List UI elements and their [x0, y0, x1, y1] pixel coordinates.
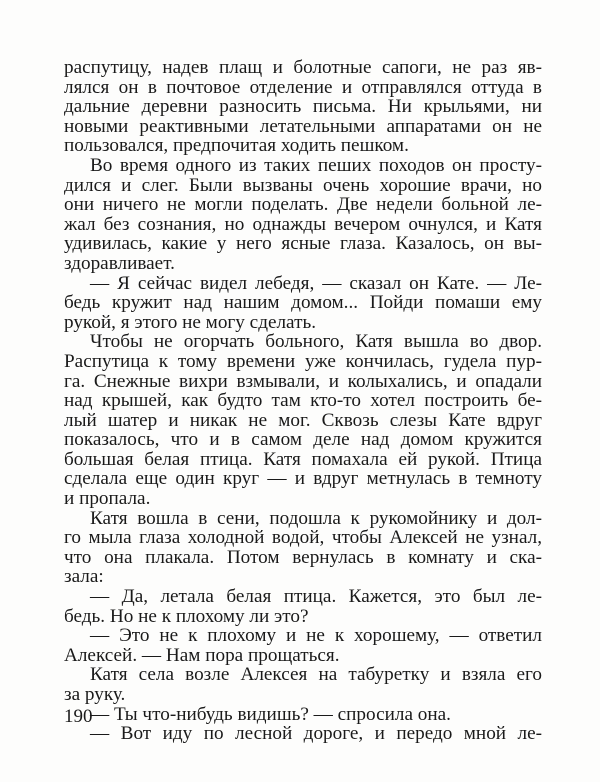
- text-line: га. Снежные вихри взмывали, и колыхались, и опадали: [64, 370, 542, 392]
- text-line: бедь. Но не к плохому ли это?: [64, 605, 309, 627]
- text-line: бедь кружит над нашим домом... Пойди помаши ему: [64, 292, 542, 314]
- text-line: распутицу, надев плащ и болотные сапоги, не раз яв-: [64, 57, 542, 78]
- text-line: — Да, летала белая птица. Кажется, это был ле-: [90, 586, 542, 608]
- text-line: удивилась, какие у него ясные глаза. Казалось, он вы-: [64, 233, 542, 255]
- text-line: Катя вошла в сени, подошла к рукомойнику и дол-: [90, 507, 542, 529]
- text-line: Распутица к тому времени уже кончилась, гудела пур-: [64, 350, 542, 372]
- text-line: — Вот иду по лесной дороге, и передо мной ле-: [90, 723, 542, 745]
- text-line: большая белая птица. Катя помахала ей рукой. Птица: [64, 448, 542, 470]
- text-line: лый шатер и никак не мог. Сквозь слезы Кате вдруг: [64, 409, 542, 431]
- text-line: жал без сознания, но однажды вечером очнулся, и Катя: [64, 213, 542, 235]
- text-line: сделала еще один круг — и вдруг метнулась в темноту: [64, 468, 542, 490]
- text-line: лялся он в почтовое отделение и отправлялся оттуда в: [64, 76, 542, 98]
- text-line: дальние деревни разносить письма. Ни крыльями, ни: [64, 96, 542, 118]
- text-line: Алексей. — Нам пора прощаться.: [64, 644, 340, 666]
- text-line: показалось, что и в самом деле над домом кружится: [64, 429, 542, 451]
- text-line: пользовался, предпочитая ходить пешком.: [64, 135, 409, 157]
- text-line: что она плакала. Потом вернулась в комнату и ска-: [64, 546, 542, 568]
- text-line: дился и слег. Были вызваны очень хорошие врачи, но: [64, 174, 542, 196]
- text-line: — Я сейчас видел лебедя, — сказал он Кате. — Ле-: [90, 272, 542, 294]
- text-line: — Ты что-нибудь видишь? — спросила она.: [90, 703, 451, 725]
- body-text: [64, 58, 542, 744]
- text-line: го мыла глаза холодной водой, чтобы Алексей не узнал,: [64, 527, 542, 549]
- text-line: новыми реактивными летательными аппаратами он не: [64, 115, 542, 137]
- text-line: Катя села возле Алексея на табуретку и взяла его: [90, 664, 542, 686]
- text-line: Во время одного из таких пеших походов он просту-: [90, 154, 542, 176]
- text-line: здоравливает.: [64, 252, 175, 274]
- text-line: за руку.: [64, 684, 126, 705]
- text-line: рукой, я этого не могу сделать.: [64, 311, 317, 333]
- page-number: 190: [64, 706, 93, 727]
- text-line: и пропала.: [64, 488, 151, 510]
- text-line: они ничего не могли поделать. Две недели больной ле-: [64, 194, 542, 216]
- text-line: — Это не к плохому и не к хорошему, — ответил: [90, 625, 542, 647]
- text-line: Чтобы не огорчать больного, Катя вышла во двор.: [90, 331, 542, 353]
- text-line: над крышей, как будто там кто-то хотел построить бе-: [64, 390, 542, 412]
- text-line: зала:: [64, 566, 104, 588]
